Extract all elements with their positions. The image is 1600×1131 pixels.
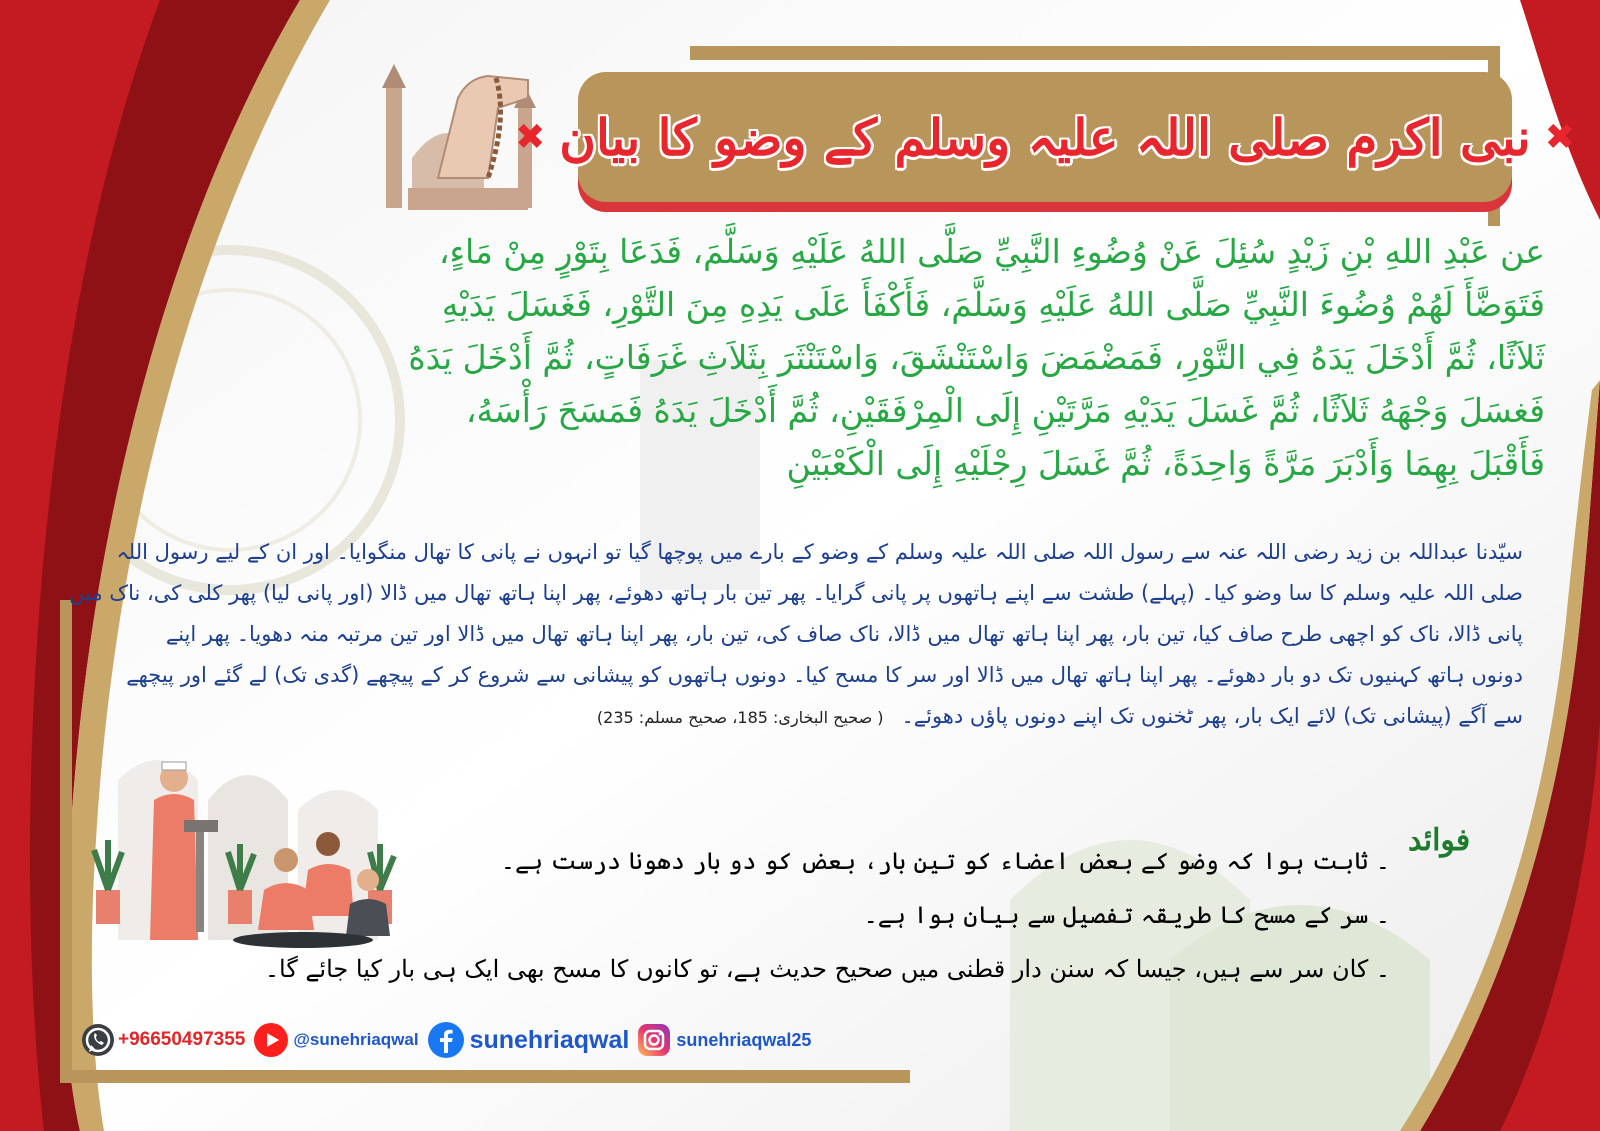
youtube-icon [253,1022,289,1058]
arabic-line: فَأَقْبَلَ بِهِمَا وَأَدْبَرَ مَرَّةً وَاحِدَةً، ثُمَّ غَسَلَ رِجْلَيْهِ إِلَى الْكَعْبَيْنِ [786,444,1545,483]
facebook-icon [427,1021,465,1059]
whatsapp-icon [80,1022,116,1058]
gold-frame-bottom [60,1070,910,1083]
urdu-line-last [100,696,1523,738]
facebook-handle: sunehriaqwal [469,1025,630,1054]
arabic-line: ثَلاَثًا، ثُمَّ أَدْخَلَ يَدَهُ فِي التَّوْرِ، فَمَضْمَضَ وَاسْتَنْشَقَ، وَاسْتَنْثَرَ بِثَلاَثِ غَرَفَاتٍ، ثُمَّ أَدْخَلَ يَدَهُ [408,338,1545,377]
whatsapp-link[interactable] [80,1022,245,1058]
benefit-item: ۔ سر کے مسح کا طریقہ تفصیل سے بیان ہوا ہے۔ [863,901,1390,929]
arabic-line: عن عَبْدِ اللهِ بْنِ زَيْدٍ سُئِلَ عَنْ وُضُوءِ النَّبِيِّ صَلَّى اللهُ عَلَيْهِ وَسَلَّمَ، فَدَعَا بِتَوْرٍ مِنْ مَاءٍ، [438,232,1545,271]
benefits-list [250,834,1390,996]
title-row [515,72,1575,202]
arabic-line: فَتَوَضَّأَ لَهُمْ وُضُوءَ النَّبِيِّ صَلَّى اللهُ عَلَيْهِ وَسَلَّمَ، فَأَكْفَأَ عَلَى يَدِهِ مِنَ التَّوْرِ، فَغَسَلَ يَدَيْهِ [441,285,1545,324]
urdu-line: پانی ڈالا، ناک کو اچھی طرح صاف کیا، تین بار، پھر اپنا ہاتھ تھال میں ڈالا، ناک صاف کی، تین بار، پھر اپنا ہاتھ تھال میں ڈالا اور تین مرتبہ منہ دھویا۔ پھر اپنے [165,622,1523,646]
benefit-item: ۔ کان سر سے ہیں، جیسا کہ سنن دار قطنی میں صحیح حدیث ہے، تو کانوں کا مسح بھی ایک ہی بار کیا جائے گا۔ [264,955,1390,983]
urdu-line: دونوں ہاتھ کہنیوں تک دو بار دھوئے۔ پھر اپنا ہاتھ تھال میں ڈالا اور سر کا مسح کیا۔ دونوں ہاتھوں کو پیشانی سے شروع کر کے پیچھے (گدی تک) لے گئے اور پیچھے [126,663,1523,687]
instagram-icon [637,1023,671,1057]
x-mark-icon: ✖ [1544,116,1575,158]
arabic-line: فَغسَلَ وَجْهَهُ ثَلاَثًا، ثُمَّ غَسَلَ يَدَيْهِ مَرَّتَيْنِ إِلَى الْمِرْفَقَيْنِ، ثُمَّ أَدْخَلَ يَدَهُ فَمَسَحَ رَأْسَهُ، [465,391,1545,430]
benefit-item: ۔ ثابت ہوا کہ وضو کے بعض اعضاء کو تین بار، بعض کو دو بار دھونا درست ہے۔ [500,847,1390,875]
facebook-link[interactable] [427,1021,630,1059]
x-mark-icon: ✖ [515,116,546,158]
instagram-link[interactable] [637,1023,811,1057]
gold-frame-top [690,46,1500,60]
gold-frame-left [60,600,72,1083]
title-banner [515,72,1575,202]
youtube-handle: @sunehriaqwal [293,1030,419,1049]
fawaid-heading: فوائد [1408,823,1471,858]
urdu-translation [69,532,1523,738]
urdu-line-text: سے آگے (پیشانی تک) لائے ایک بار، پھر ٹخنوں تک اپنے دونوں پاؤں دھوئے۔ [901,704,1523,728]
urdu-line: صلی اللہ علیہ وسلم کا سا وضو کیا۔ (پہلے) طشت سے اپنے ہاتھوں پر پانی گرایا۔ پھر تین بار ہاتھ دھوئے، پھر اپنا ہاتھ تھال میں ڈالا (اور پانی لیا) پھر کلی کی، ناک میں [69,581,1523,605]
hadith-reference: ( صحیح البخاری: 185، صحیح مسلم: 235) [596,708,884,727]
urdu-line: سیّدنا عبداللہ بن زید رضی اللہ عنہ سے رسول اللہ صلی اللہ علیہ وسلم کے وضو کے بارے میں پوچھا گیا تو انہوں نے پانی کا تھال منگوایا۔ اور ان کے لیے رسول اللہ [116,540,1523,564]
social-links [80,1020,819,1060]
hadith-arabic-text [408,225,1545,490]
page-title: نبی اکرم صلی اللہ علیہ وسلم کے وضو کا بیان [559,107,1531,167]
instagram-handle: sunehriaqwal25 [676,1029,812,1050]
whatsapp-number: +96650497355 [118,1029,246,1050]
youtube-link[interactable] [253,1022,418,1058]
